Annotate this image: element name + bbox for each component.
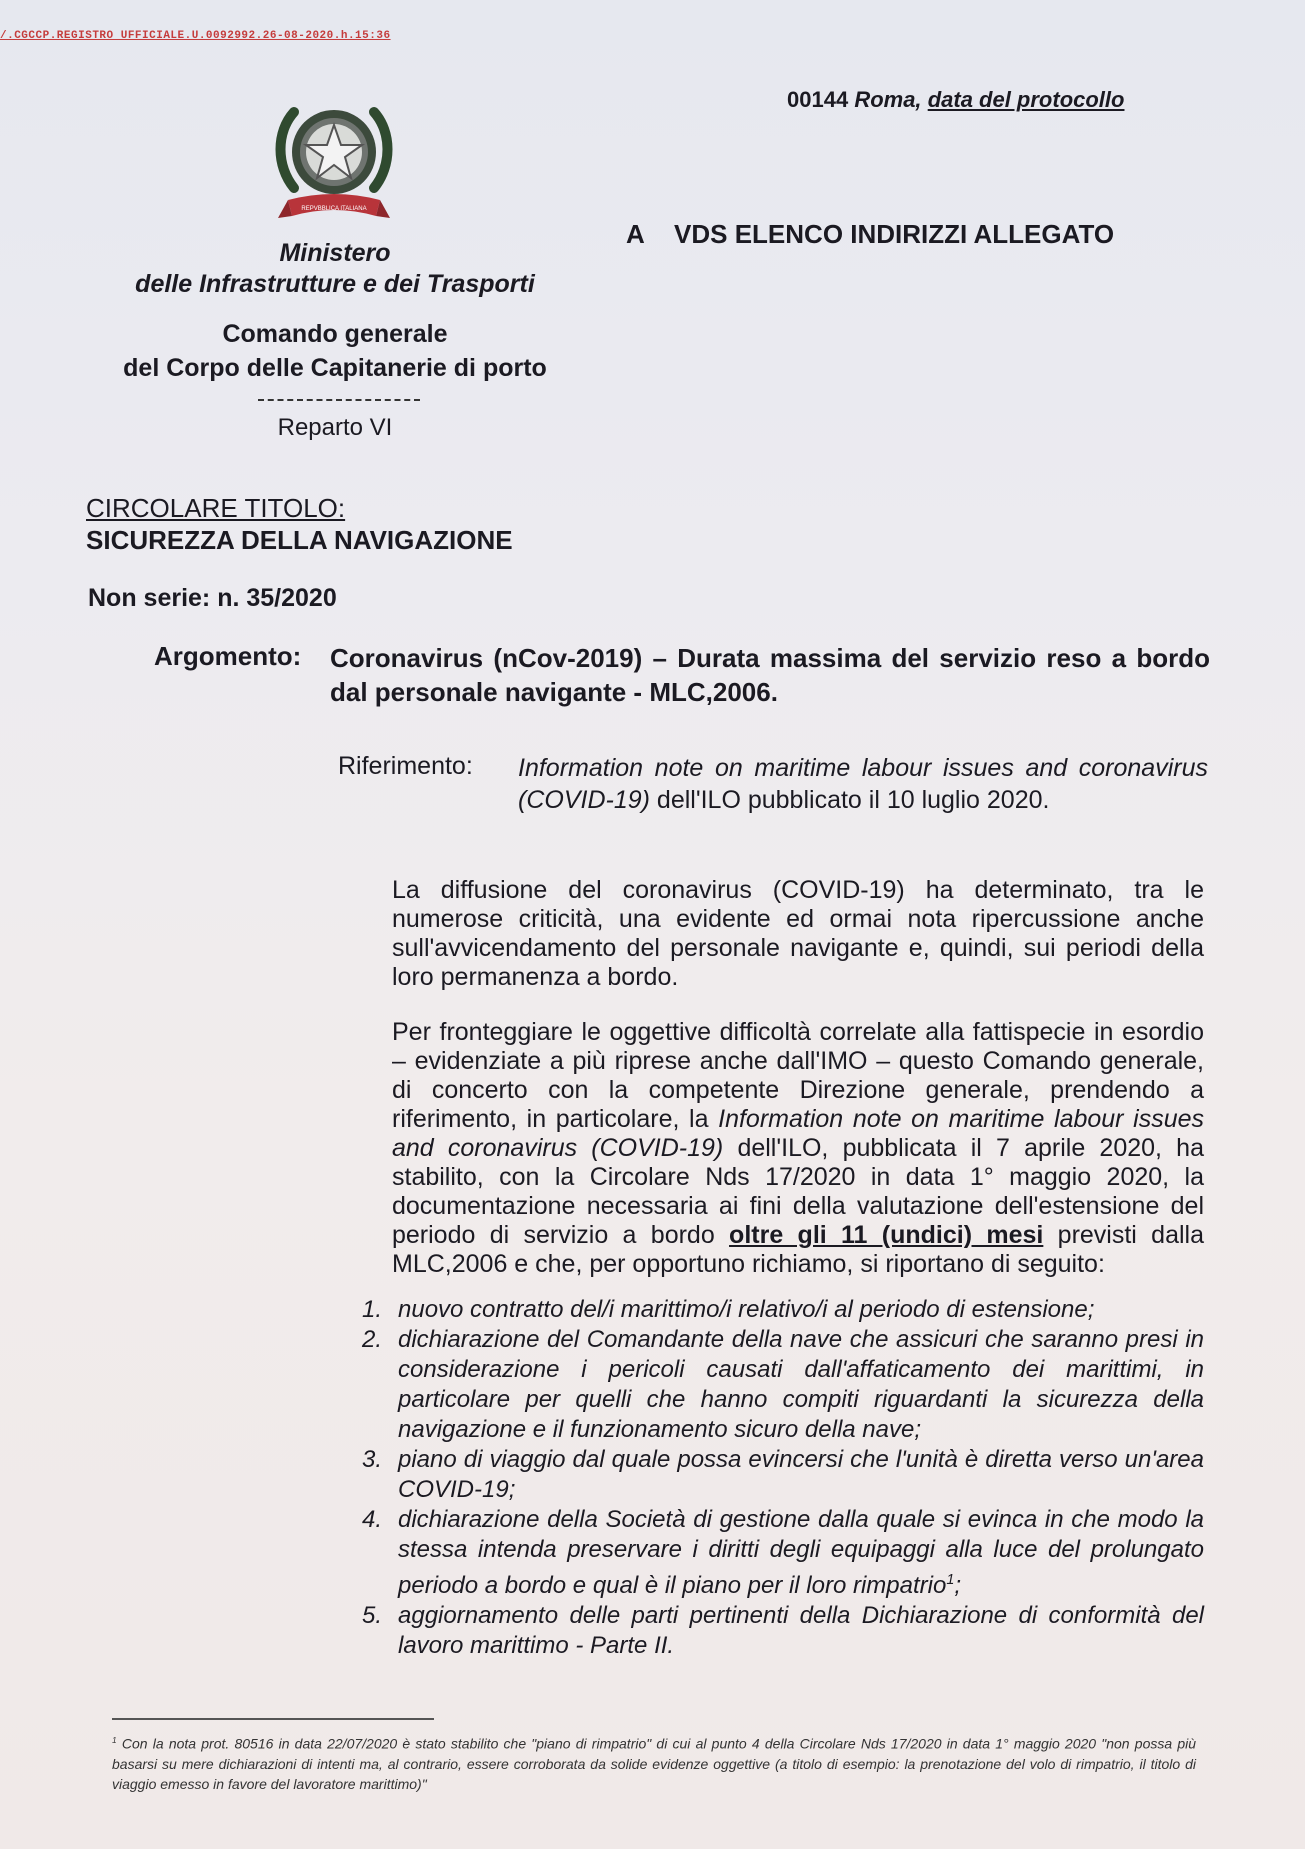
recipient-name: VDS ELENCO INDIRIZZI ALLEGATO xyxy=(674,219,1115,249)
circular-title-label: CIRCOLARE TITOLO: xyxy=(86,493,346,523)
list-item xyxy=(358,1445,1204,1505)
paragraph-2-ilo-note: Information note on maritime labour issues and coronavirus (COVID-19) xyxy=(392,1105,1205,1162)
list-item-number: 5. xyxy=(362,1602,383,1629)
recipient-prefix: A xyxy=(626,219,645,249)
list-item-text: piano di viaggio dal quale possa evincersi che l'unità è diretta verso un'area COVID-19; xyxy=(398,1446,1204,1503)
list-item xyxy=(358,1505,1204,1601)
list-item-text: aggiornamento delle parti pertinenti della Dichiarazione di conformità del lavoro marittimo - Parte II. xyxy=(398,1602,1204,1659)
list-item-text: nuovo contratto del/i marittimo/i relativo/i al periodo di estensione; xyxy=(398,1296,1095,1323)
command-heading xyxy=(80,317,590,385)
required-documents-list xyxy=(358,1295,1204,1661)
ministry-line-1: Ministero xyxy=(279,239,391,267)
paragraph-1-text: La diffusione del coronavirus (COVID-19) ha determinato, tra le numerose criticità, una evidente ed ormai nota ripercussione anche sull'avvicendamento del personale navigante e, quindi, sui periodi della loro permanenza a bordo. xyxy=(392,876,1204,991)
protocol-stamp: /.CGCCP.REGISTRO UFFICIALE.U.0092992.26-08-2020.h.15:36 xyxy=(0,30,391,42)
place-and-date xyxy=(787,87,1124,113)
list-item-number: 4. xyxy=(362,1506,383,1533)
paragraph-2-part-c: previsti dalla MLC,2006 e che, per opportuno richiamo, si riportano di seguito: xyxy=(392,1221,1204,1278)
list-item xyxy=(358,1295,1204,1325)
department: Reparto VI xyxy=(277,414,393,441)
svg-text:REPVBBLICA ITALIANA: REPVBBLICA ITALIANA xyxy=(301,206,367,212)
subject-label: Argomento: xyxy=(154,641,302,671)
city: Roma, xyxy=(854,87,922,112)
reference-title: Information note on maritime labour issues and coronavirus (COVID-19) xyxy=(518,754,1208,814)
list-item-number: 2. xyxy=(362,1326,383,1353)
list-item-number: 1. xyxy=(362,1296,383,1323)
list-item-tail: ; xyxy=(954,1572,962,1599)
footnote-rule xyxy=(112,1718,434,1720)
command-line-2: del Corpo delle Capitanerie di porto xyxy=(123,354,547,382)
command-line-1: Comando generale xyxy=(222,320,448,348)
paragraph-1 xyxy=(342,876,1204,992)
paragraph-2-emphasis: oltre gli 11 (undici) mesi xyxy=(729,1221,1044,1249)
list-item xyxy=(358,1601,1204,1661)
footnote-mark: 1 xyxy=(112,1735,117,1745)
list-item-number: 3. xyxy=(362,1446,383,1473)
paragraph-2-part-b: dell'ILO, pubblicata il 7 aprile 2020, ha stabilito, con la Circolare Nds 17/2020 in data 1° maggio 2020, la documentazione necessaria ai fini della valutazione dell'estensione del periodo di servizio a bordo xyxy=(392,1134,1204,1249)
circular-title: SICUREZZA DELLA NAVIGAZIONE xyxy=(86,525,513,555)
paragraph-2-text xyxy=(342,1018,1204,1279)
reference-text xyxy=(518,752,1208,816)
ministry-heading xyxy=(80,238,590,301)
paragraph-2 xyxy=(342,1018,1204,1279)
ministry-line-2: delle Infrastrutture e dei Trasporti xyxy=(135,270,535,298)
heading-divider xyxy=(258,399,420,401)
list-item-text: dichiarazione del Comandante della nave che assicuri che saranno presi in considerazione i pericoli causati dall'affaticamento dei marittimi, in particolare per quelli che hanno compiti riguardanti la sicurezza della navigazione e il funzionamento sicuro della nave; xyxy=(398,1326,1204,1443)
paragraph-2-part-a: Per fronteggiare le oggettive difficoltà correlate alla fattispecie in esordio – evidenziate a più riprese anche dall'IMO – questo Comando generale, di concerto con la competente Direzione generale, prendendo a riferimento, in particolare, la xyxy=(392,1018,1204,1133)
reference-rest: dell'ILO pubblicato il 10 luglio 2020. xyxy=(649,786,1050,814)
date-reference: data del protocollo xyxy=(927,87,1125,112)
italian-republic-emblem-icon xyxy=(272,92,396,230)
subject-text: Coronavirus (nCov-2019) – Durata massima del servizio reso a bordo dal personale navigante - MLC,2006. xyxy=(330,643,1210,707)
list-item xyxy=(358,1325,1204,1445)
recipient xyxy=(626,219,1114,250)
footnote-text: Con la nota prot. 80516 in data 22/07/2020 è stato stabilito che "piano di rimpatrio" di cui al punto 4 della Circolare Nds 17/2020 in data 1° maggio 2020 "non possa più basarsi su mere dichiarazioni di intenti ma, al contrario, essere corroborata da solide evidenze oggettive (a titolo di esempio: la prenotazione del volo di rimpatrio, il titolo di viaggio emesso in favore del lavoratore marittimo)" xyxy=(112,1735,1197,1792)
reference-label: Riferimento: xyxy=(338,752,473,780)
circular-series: Non serie: n. 35/2020 xyxy=(88,584,337,612)
list-item-text: dichiarazione della Società di gestione dalla quale si evinca in che modo la stessa intenda preservare i diritti degli equipaggi alla luce del prolungato periodo a bordo e qual è il piano per il loro rimpatrio xyxy=(398,1506,1204,1599)
postcode: 00144 xyxy=(787,87,849,112)
footnote-reference[interactable]: 1 xyxy=(946,1572,955,1588)
footnote xyxy=(112,1730,1196,1794)
